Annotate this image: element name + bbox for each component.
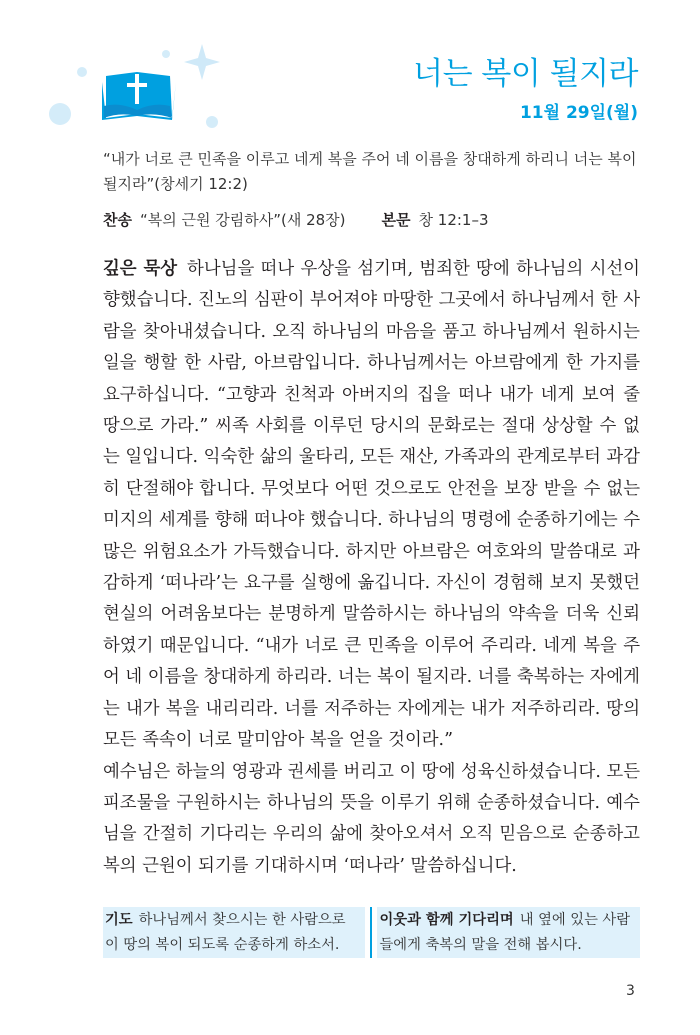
meditation-paragraph-2: 예수님은 하늘의 영광과 권세를 버리고 이 땅에 성육신하셨습니다. 모든 피조물을 구원하시는 하나님의 뜻을 이루기 위해 순종하셨습니다. 예수님을 간절히 기다리는 우리의 삶에 찾아오셔서 오직 믿음으로 순종하고 복의 근원이 되기를 기대하시며 ‘떠나라’ 말씀하십니다. — [103, 761, 640, 876]
passage-value: 창 12:1–3 — [418, 211, 489, 229]
together-label: 이웃과 함께 기다리며 — [379, 912, 514, 928]
hymn-label: 찬송 — [103, 211, 132, 229]
meditation-label: 깊은 묵상 — [103, 259, 178, 279]
sparkle-icon — [184, 44, 220, 80]
bible-icon — [48, 40, 223, 140]
meditation-body — [103, 254, 640, 882]
divider — [370, 907, 373, 958]
hymn-value: “복의 근원 강림하사”(새 28장) — [139, 211, 346, 229]
prayer-text: 하나님께서 찾으시는 한 사람으로 이 땅의 복이 되도록 순종하게 하소서. — [105, 912, 346, 953]
together-box — [377, 907, 640, 958]
page-number: 3 — [626, 983, 635, 999]
reference-line — [103, 209, 640, 230]
date-label: 11월 29일(월) — [519, 103, 638, 123]
page-title: 너는 복이 될지라 — [413, 56, 638, 92]
together-text: 내 옆에 있는 사람들에게 축복의 말을 전해 봅시다. — [379, 912, 631, 953]
passage-label: 본문 — [381, 211, 411, 229]
prayer-box — [103, 907, 365, 958]
key-verse: “내가 너로 큰 민족을 이루고 네게 복을 주어 네 이름을 창대하게 하리니 너는 복이 될지라”(창세기 12:2) — [103, 150, 637, 193]
bible-logo — [48, 40, 223, 140]
prayer-section — [103, 907, 640, 958]
prayer-label: 기도 — [105, 912, 133, 928]
meditation-paragraph-1: 하나님을 떠나 우상을 섬기며, 범죄한 땅에 하나님의 시선이 향했습니다. 진노의 심판이 부어져야 마땅한 그곳에서 하나님께서 한 사람을 찾아내셨습니다. 오직 하나님의 마음을 품고 하나님께서 원하시는 일을 행할 한 사람, 아브람입니다. 하나님께서는 아브람에게 한 가지를 요구하십니다. “고향과 친척과 아버지의 집을 떠나 내가 네게 보여 줄 땅으로 가라.” 씨족 사회를 이루던 당시의 문화로는 절대 상상할 수 없는 일입니다. 익숙한 삶의 울타리, 모든 재산, 가족과의 관계로부터 과감히 단절해야 합니다. 무엇보다 어떤 것으로도 안전을 보장 받을 수 없는 미지의 세계를 향해 떠나야 했습니다. 하나님의 명령에 순종하기에는 수많은 위험요소가 가득했습니다. 하지만 아브람은 여호와의 말씀대로 과감하게 ‘떠나라’는 요구를 실행에 옮깁니다. 자신이 경험해 보지 못했던 현실의 어려움보다는 분명하게 말씀하시는 하나님의 약속을 더욱 신뢰하였기 때문입니다. “내가 너로 큰 민족을 이루어 주리라. 네게 복을 주어 네 이름을 창대하게 하리라. 너는 복이 될지라. 너를 축복하는 자에게는 내가 복을 내리리라. 너를 저주하는 자에게는 내가 저주하리라. 땅의 모든 족속이 너로 말미암아 복을 얻을 것이라.” — [103, 259, 640, 751]
